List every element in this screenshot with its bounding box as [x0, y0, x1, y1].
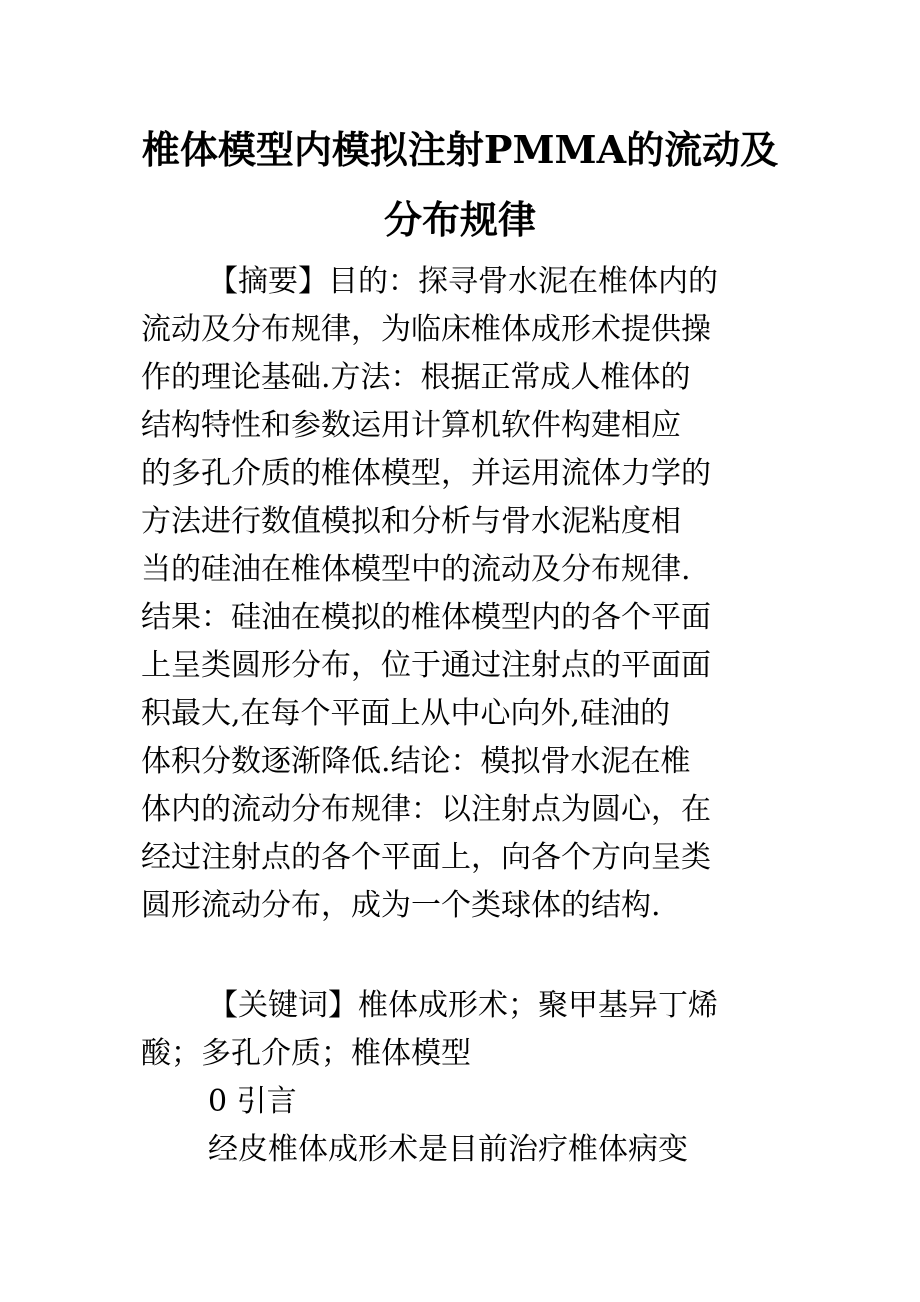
- abstract-line: 上呈类圆形分布，位于通过注射点的平面面: [141, 648, 711, 683]
- keywords-line: 【关键词】椎体成形术；聚甲基异丁烯: [208, 988, 718, 1023]
- keywords-line: 酸；多孔介质；椎体模型: [141, 1036, 471, 1071]
- abstract-line: 积最大,在每个平面上从中心向外,硅油的: [141, 696, 671, 731]
- section-heading: 0 引言: [208, 1084, 297, 1119]
- abstract-line: 方法进行数值模拟和分析与骨水泥粘度相: [141, 504, 681, 539]
- abstract-line: 结果：硅油在模拟的椎体模型内的各个平面: [141, 600, 711, 635]
- title-line-2: 分布规律: [383, 197, 536, 242]
- abstract-line: 当的硅油在椎体模型中的流动及分布规律.: [141, 552, 691, 587]
- abstract-line: 【摘要】目的：探寻骨水泥在椎体内的: [208, 264, 718, 299]
- abstract-line: 流动及分布规律，为临床椎体成形术提供操: [141, 312, 711, 347]
- abstract-line: 作的理论基础.方法：根据正常成人椎体的: [141, 360, 691, 395]
- abstract-line: 结构特性和参数运用计算机软件构建相应: [141, 408, 681, 443]
- title-line-1: 椎体模型内模拟注射PMMA的流动及: [141, 127, 779, 172]
- abstract-line: 经过注射点的各个平面上，向各个方向呈类: [141, 840, 711, 875]
- body-line: 经皮椎体成形术是目前治疗椎体病变: [208, 1132, 688, 1167]
- abstract-line: 体内的流动分布规律：以注射点为圆心，在: [141, 792, 711, 827]
- abstract-line: 体积分数逐渐降低.结论：模拟骨水泥在椎: [141, 744, 691, 779]
- abstract-line: 圆形流动分布，成为一个类球体的结构.: [141, 888, 661, 923]
- abstract-line: 的多孔介质的椎体模型，并运用流体力学的: [141, 456, 711, 491]
